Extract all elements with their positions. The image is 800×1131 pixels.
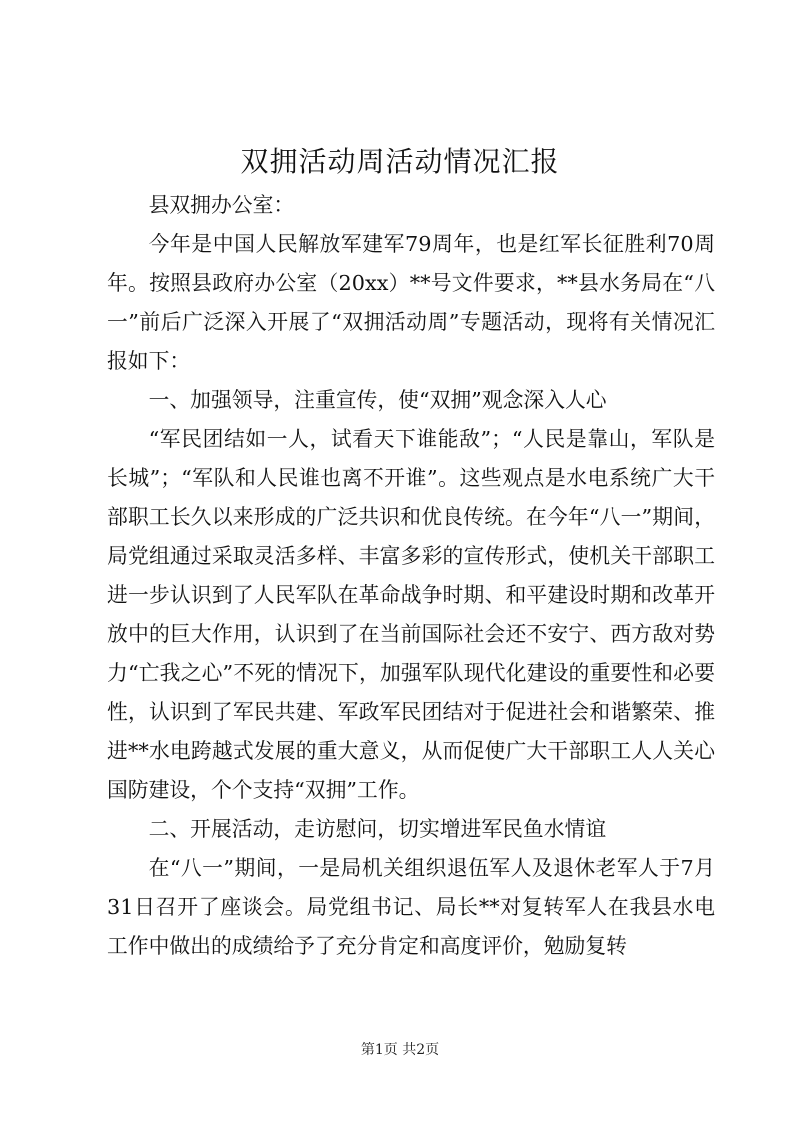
page-footer: 第1页 共2页 [360, 1042, 440, 1058]
section-heading-2: 二、开展活动，走访慰问，切实增进军民鱼水情谊 [148, 817, 607, 841]
section-heading-1: 一、加强领导，注重宣传，使“双拥”观念深入人心 [148, 388, 607, 412]
body-paragraph: 在“八一”期间，一是局机关组织退伍军人及退休老军人于7月31日召开了座谈会。局党组书记、局长**对复转军人在我县水电工作中做出的成绩给予了充分肯定和高度评价，勉励复转 [107, 856, 715, 958]
document-title: 双拥活动周活动情况汇报 [240, 145, 560, 178]
body-paragraph: “军民团结如一人，试看天下谁能敌”；“人民是靠山，军队是长城”；“军队和人民谁也离不开谁”。这些观点是水电系统广大干部职工长久以来形成的广泛共识和优良传统。在今年“八一”期间，局党组通过采取灵活多样、丰富多彩的宣传形式，使机关干部职工进一步认识到了人民军队在革命战争时期、和平建设时期和改革开放中的巨大作用，认识到了在当前国际社会还不安宁、西方敌对势力“亡我之心”不死的情况下，加强军队现代化建设的重要性和必要性，认识到了军民共建、军政军民团结对于促进社会和谐繁荣、推进**水电跨越式发展的重大意义，从而促使广大干部职工人人关心国防建设，个个支持“双拥”工作。 [107, 427, 715, 802]
salutation: 县双拥办公室： [148, 193, 295, 217]
intro-paragraph: 今年是中国人民解放军建军79周年，也是红军长征胜利70周年。按照县政府办公室（20xx）**号文件要求，**县水务局在“八一”前后广泛深入开展了“双拥活动周”专题活动，现将有关情况汇报如下： [107, 232, 715, 373]
document-body [107, 186, 715, 966]
